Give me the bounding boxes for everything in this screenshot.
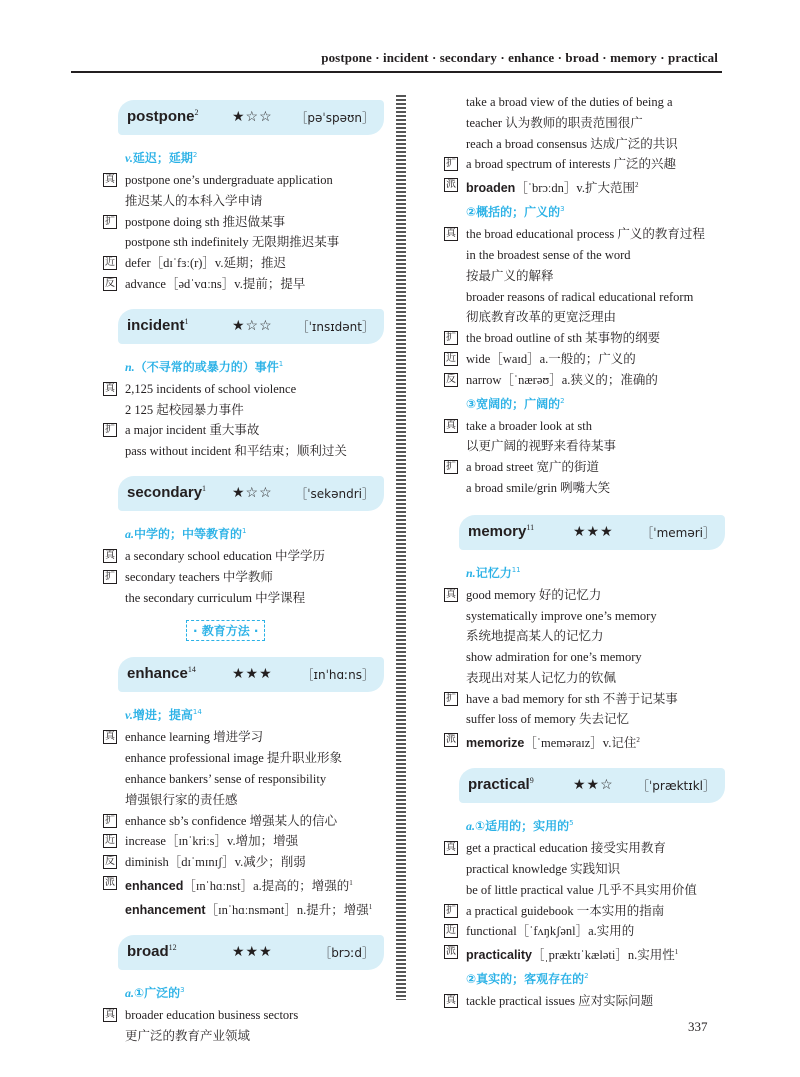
- line-text: 增强银行家的责任感: [125, 792, 238, 807]
- part-of-speech: v.: [125, 151, 133, 165]
- entry-line: [103, 727, 387, 748]
- sense-label: [125, 980, 387, 1003]
- entry-line: [444, 838, 728, 859]
- line-text: 表现出对某人记忆力的钦佩: [466, 670, 617, 685]
- frequency: 14: [187, 665, 196, 675]
- label-tag: 扩: [446, 692, 456, 704]
- headword: [127, 484, 206, 501]
- spacer: [444, 499, 728, 507]
- frequency: 2: [584, 972, 589, 981]
- star-rating: ★★★: [232, 667, 273, 683]
- entry-line: [444, 266, 728, 287]
- entry-line: [444, 709, 728, 730]
- entry-line: [103, 400, 387, 421]
- sense-text: 延迟；延期: [132, 151, 193, 165]
- entry-line: [103, 379, 387, 400]
- frequency: 2: [560, 396, 565, 405]
- phonetic: ［ˈɪnsɪdənt］: [296, 319, 374, 334]
- derived-word: practicality: [466, 948, 533, 963]
- sense-text: ①适用的；实用的: [475, 819, 570, 834]
- line-text: ［ˌpræktɪˈkæləti］n.实用性: [532, 948, 675, 963]
- derived-word: memorize: [466, 736, 525, 751]
- entry-line: [103, 274, 387, 295]
- entry-line: [444, 921, 728, 942]
- frequency: 1: [368, 902, 373, 911]
- entry-line: [103, 897, 387, 921]
- entry-line: [444, 730, 728, 754]
- line-text: ［ˈmeməraɪz］v.记住: [524, 736, 637, 751]
- line-text: 推迟某人的本科入学申请: [125, 193, 263, 208]
- line-text: 2 125 起校园暴力事件: [125, 402, 244, 417]
- part-of-speech: n.: [125, 359, 135, 374]
- line-text: enhance bankers’ sense of responsibility: [125, 771, 327, 786]
- part-of-speech: v.: [125, 708, 133, 723]
- frequency: 11: [526, 522, 535, 532]
- entry-line: [444, 370, 728, 391]
- frequency: 1: [202, 483, 207, 493]
- label-tag: 近: [446, 352, 456, 364]
- method-box: · 教育方法 ·: [186, 620, 265, 641]
- frequency: 2: [636, 736, 640, 745]
- entry-secondary: [103, 476, 387, 614]
- label-tag: 真: [105, 174, 115, 185]
- entry-line: [103, 1026, 387, 1047]
- label-tag: 派: [446, 179, 456, 191]
- line-text: a major incident 重大事故: [125, 423, 260, 438]
- entry-broad: [103, 935, 387, 1053]
- entry-enhance: [103, 657, 387, 926]
- headword-box: [459, 515, 725, 550]
- line-text: secondary teachers 中学教师: [125, 569, 273, 584]
- entry-line: [444, 224, 728, 245]
- headword: [127, 317, 189, 334]
- entry-line: [444, 689, 728, 710]
- line-text: wide［waɪd］a.一般的；广义的: [466, 351, 636, 366]
- frequency: 14: [192, 708, 202, 717]
- entry-line: [444, 647, 728, 668]
- sense-label: [125, 145, 387, 168]
- line-text: a secondary school education 中学学历: [125, 548, 325, 563]
- line-text: show admiration for one’s memory: [466, 650, 642, 665]
- line-text: 彻底教育改革的更宽泛理由: [466, 310, 617, 325]
- entry-line: [444, 457, 728, 478]
- entry-line: [444, 134, 728, 155]
- star-rating: ★★☆: [573, 778, 614, 794]
- label-tag: 真: [105, 1008, 115, 1020]
- sense-label: [466, 966, 728, 989]
- sense-label: [125, 521, 387, 544]
- entry-line: [444, 436, 728, 457]
- label-tag: 派: [446, 946, 456, 958]
- part-of-speech: n.: [466, 565, 476, 580]
- entry-line: [103, 567, 387, 588]
- running-header: postpone · incident · secondary · enhance · broad · memory · practical: [321, 50, 718, 65]
- entry-line: [103, 852, 387, 873]
- line-text: a practical guidebook 一本实用的指南: [466, 903, 665, 918]
- label-tag: 扩: [105, 215, 115, 227]
- label-tag: 真: [446, 419, 456, 431]
- sense-label: [125, 702, 387, 725]
- frequency: 2: [192, 151, 198, 159]
- entry-line: [444, 245, 728, 266]
- entry-line: [103, 588, 387, 609]
- entry-line: [444, 626, 728, 647]
- spacer: [103, 462, 387, 468]
- line-text: systematically improve one’s memory: [466, 608, 657, 623]
- line-text: tackle practical issues 应对实际问题: [466, 994, 654, 1009]
- label-tag: 真: [105, 382, 115, 394]
- entry-line: [103, 811, 387, 832]
- line-text: narrow［ˈnærəʊ］a.狭义的；准确的: [466, 372, 658, 387]
- star-rating: ★☆☆: [232, 485, 273, 501]
- header-rule: [71, 71, 722, 73]
- sense-text: ①广泛的: [134, 985, 181, 1000]
- entry-line: [444, 307, 728, 328]
- entry-line: [444, 113, 728, 134]
- label-tag: 真: [446, 228, 456, 240]
- headword: [468, 523, 534, 540]
- headword-text: incident: [127, 316, 185, 334]
- frequency: 3: [180, 985, 185, 994]
- label-tag: 反: [105, 856, 115, 868]
- entry-line: [444, 606, 728, 627]
- phonetic: ［pəˈspəʊn］: [295, 111, 374, 125]
- star-rating: ★☆☆: [232, 110, 273, 125]
- column-separator: [396, 95, 406, 1000]
- line-text: enhance learning 增进学习: [125, 730, 264, 745]
- sense-text: 中学的；中等教育的: [134, 526, 243, 541]
- sense-text: ③宽阔的；广阔的: [466, 396, 561, 411]
- label-tag: 真: [105, 549, 115, 561]
- entry-line: [103, 748, 387, 769]
- line-text: the broad outline of sth 某事物的纲要: [466, 331, 661, 346]
- entry-line: [444, 154, 728, 175]
- line-text: ［ɪnˈhɑːnst］a.提高的；增强的: [183, 879, 350, 894]
- part-of-speech: a.: [125, 985, 134, 1000]
- line-text: good memory 好的记忆力: [466, 587, 602, 602]
- line-text: enhance sb’s confidence 增强某人的信心: [125, 813, 338, 828]
- entry-incident: [103, 309, 387, 468]
- sense-text: ②概括的；广义的: [466, 205, 561, 220]
- label-tag: 真: [446, 995, 456, 1007]
- label-tag: 真: [446, 588, 456, 600]
- frequency: 3: [560, 205, 565, 214]
- spacer: [103, 921, 387, 927]
- frequency: 5: [569, 819, 574, 828]
- label-tag: 近: [446, 925, 456, 937]
- entry-line: [103, 212, 387, 233]
- line-text: diminish［dɪˈmɪnɪʃ］v.减少；削弱: [125, 855, 306, 870]
- page-number: 337: [688, 1019, 708, 1034]
- line-text: the broad educational process 广义的教育过程: [466, 227, 705, 242]
- sense-label: [466, 199, 728, 222]
- headword: [127, 665, 196, 682]
- line-text: advance［ədˈvɑːns］v.提前；提早: [125, 276, 306, 291]
- label-tag: 扩: [105, 570, 115, 582]
- phonetic: ［ˈpræktɪkl］: [636, 779, 715, 794]
- phonetic: ［ˈsekəndri］: [295, 486, 374, 501]
- line-text: suffer loss of memory 失去记忆: [466, 712, 629, 727]
- line-text: ［ɪnˈhɑːnsmənt］n.提升；增强: [205, 903, 369, 918]
- left-column: [103, 92, 387, 1052]
- line-text: reach a broad consensus 达成广泛的共识: [466, 136, 678, 151]
- label-tag: 近: [105, 257, 115, 269]
- line-text: a broad smile/grin 咧嘴大笑: [466, 480, 611, 495]
- spacer: [103, 1046, 387, 1052]
- entry-line: [444, 478, 728, 499]
- line-text: postpone doing sth 推迟做某事: [125, 214, 286, 229]
- headword-box: [118, 309, 384, 344]
- entry-line: [103, 191, 387, 212]
- frequency: 1: [184, 316, 189, 326]
- line-text: have a bad memory for sth 不善于记某事: [466, 691, 678, 706]
- headword: [468, 776, 534, 793]
- star-rating: ★★★: [232, 944, 273, 960]
- entry-line: [444, 585, 728, 606]
- sense-text: （不寻常的或暴力的）事件: [134, 359, 279, 374]
- sense-label: [466, 560, 728, 583]
- entry-line: [444, 991, 728, 1012]
- headword-text: memory: [468, 522, 527, 540]
- entry-line: [103, 420, 387, 441]
- label-tag: 派: [105, 876, 115, 888]
- label-tag: 真: [446, 842, 456, 854]
- frequency: 1: [242, 526, 247, 535]
- line-text: a broad spectrum of interests 广泛的兴趣: [466, 157, 677, 172]
- phonetic: ［ɪnˈhɑːns］: [301, 668, 374, 683]
- star-rating: ★★★: [573, 524, 614, 540]
- entry-line: [444, 668, 728, 689]
- entry-line: [444, 175, 728, 199]
- entry-postpone: [103, 100, 387, 301]
- star-rating: ★☆☆: [232, 318, 273, 334]
- part-of-speech: a.: [125, 526, 134, 541]
- part-of-speech: a.: [466, 819, 475, 834]
- entry-line: [103, 1005, 387, 1026]
- entry-memory: [444, 515, 728, 761]
- derived-word: broaden: [466, 181, 516, 196]
- entry-line: [444, 901, 728, 922]
- label-tag: 扩: [446, 158, 456, 170]
- sense-text: 增进；提高: [132, 708, 193, 723]
- spacer: [103, 608, 387, 614]
- derived-word: enhancement: [125, 903, 206, 918]
- entry-line: [103, 253, 387, 274]
- entry-line: [103, 232, 387, 253]
- label-tag: 反: [446, 373, 456, 385]
- entry-line: [444, 349, 728, 370]
- frequency: 1: [278, 359, 284, 368]
- entry-line: [103, 831, 387, 852]
- right-column: [444, 92, 728, 1018]
- entry-line: [444, 942, 728, 966]
- line-text: 按最广义的解释: [466, 268, 554, 283]
- line-text: pass without incident 和平结束；顺利过关: [125, 444, 347, 459]
- frequency: 1: [349, 878, 353, 887]
- headword-box: [118, 100, 384, 135]
- entry-line: [444, 880, 728, 901]
- line-text: get a practical education 接受实用教育: [466, 841, 666, 856]
- entry-line: [103, 170, 387, 191]
- entry-broad-continued: [444, 92, 728, 507]
- line-text: take a broader look at sth: [466, 418, 592, 433]
- line-text: a broad street 宽广的街道: [466, 460, 599, 475]
- label-tag: 派: [446, 734, 456, 746]
- headword-box: [118, 935, 384, 970]
- headword-text: broad: [127, 942, 169, 960]
- entry-line: [444, 92, 728, 113]
- sense-label: [125, 354, 387, 377]
- line-text: defer［dɪˈfɜː(r)］v.延期；推迟: [125, 256, 286, 271]
- line-text: 系统地提高某人的记忆力: [466, 629, 604, 644]
- spacer: [444, 754, 728, 760]
- entry-line: [103, 790, 387, 811]
- line-text: enhance professional image 提升职业形象: [125, 751, 342, 766]
- line-text: broader education business sectors: [125, 1007, 299, 1022]
- line-text: postpone one’s undergraduate application: [125, 173, 333, 187]
- line-text: 以更广阔的视野来看待某事: [466, 439, 617, 454]
- line-text: practical knowledge 实践知识: [466, 862, 621, 877]
- entry-line: [444, 328, 728, 349]
- entry-line: [103, 441, 387, 462]
- headword-text: practical: [468, 776, 530, 794]
- entry-line: [103, 873, 387, 897]
- line-text: take a broad view of the duties of being a: [466, 95, 673, 109]
- line-text: broader reasons of radical educational reform: [466, 289, 694, 304]
- line-text: teacher 认为教师的职责范围很广: [466, 115, 643, 130]
- line-text: functional［ˈfʌŋkʃənl］a.实用的: [466, 924, 635, 939]
- derived-word: enhanced: [125, 879, 184, 894]
- label-tag: 扩: [105, 814, 115, 826]
- label-tag: 扩: [105, 424, 115, 436]
- sense-label: [466, 813, 728, 836]
- label-tag: 扩: [446, 461, 456, 473]
- label-tag: 扩: [446, 904, 456, 916]
- line-text: the secondary curriculum 中学课程: [125, 590, 306, 605]
- headword-box: [459, 768, 725, 803]
- label-tag: 近: [105, 835, 115, 847]
- entry-line: [444, 287, 728, 308]
- line-text: 2,125 incidents of school violence: [125, 381, 297, 396]
- frequency: 1: [674, 948, 679, 957]
- headword-box: [118, 657, 384, 692]
- headword-box: [118, 476, 384, 511]
- sense-label: [466, 391, 728, 414]
- sense-text: ②真实的；客观存在的: [466, 972, 585, 987]
- entry-line: [103, 546, 387, 567]
- line-text: 更广泛的教育产业领域: [125, 1028, 251, 1043]
- entry-line: [444, 416, 728, 437]
- headword-text: secondary: [127, 483, 203, 501]
- line-text: postpone sth indefinitely 无限期推迟某事: [125, 235, 340, 250]
- label-tag: 反: [105, 277, 115, 289]
- spacer: [103, 295, 387, 301]
- frequency: 9: [529, 776, 534, 786]
- frequency: 12: [168, 942, 177, 952]
- phonetic: ［ˈmeməri］: [641, 525, 715, 540]
- label-tag: 扩: [446, 332, 456, 344]
- entry-line: [103, 769, 387, 790]
- line-text: in the broadest sense of the word: [466, 247, 631, 262]
- entry-line: [444, 859, 728, 880]
- line-text: be of little practical value 几乎不具实用价值: [466, 882, 697, 897]
- line-text: increase［ɪnˈkriːs］v.增加；增强: [125, 834, 299, 849]
- headword-text: enhance: [127, 665, 188, 683]
- spacer: [444, 1012, 728, 1018]
- label-tag: 真: [105, 731, 115, 743]
- sense-text: 记忆力: [475, 565, 512, 580]
- headword-text: postpone: [127, 108, 195, 125]
- line-text: ［ˈbrɔːdn］v.扩大范围: [515, 181, 635, 196]
- frequency: 2: [634, 181, 639, 190]
- phonetic: ［brɔːd］: [319, 945, 374, 960]
- headword: [127, 943, 177, 960]
- entry-practical: [444, 768, 728, 1018]
- frequency: 2: [194, 108, 199, 117]
- frequency: 11: [511, 565, 521, 574]
- headword: [127, 108, 199, 125]
